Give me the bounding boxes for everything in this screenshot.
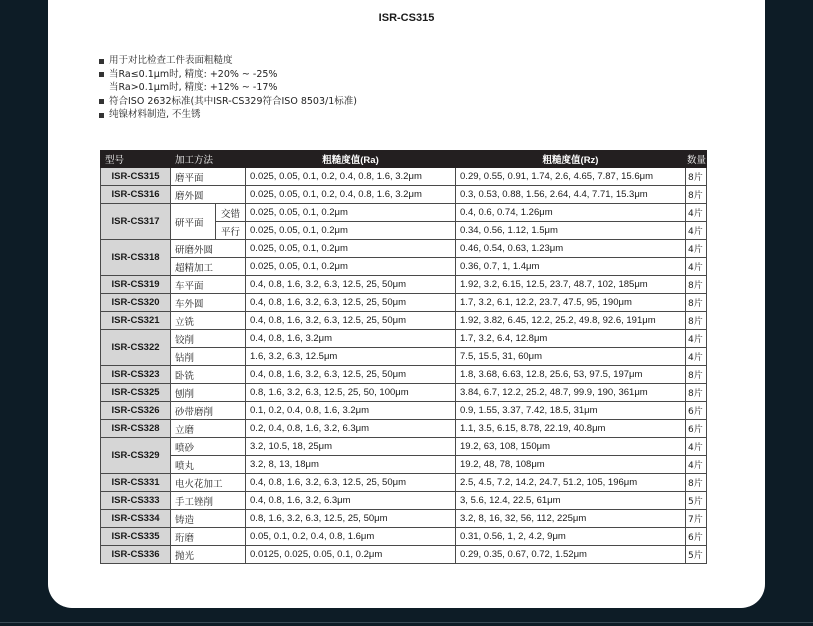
qty-cell: 8片 [686, 312, 707, 330]
ra-cell: 0.05, 0.1, 0.2, 0.4, 0.8, 1.6μm [246, 528, 456, 546]
method-cell: 钻削 [171, 348, 246, 366]
method-cell: 刨削 [171, 384, 246, 402]
feature-text: 当Ra≤0.1μm时, 精度: +20% ~ -25% [109, 68, 278, 80]
rz-cell: 0.29, 0.35, 0.67, 0.72, 1.52μm [456, 546, 686, 564]
qty-cell: 4片 [686, 222, 707, 240]
rz-cell: 0.29, 0.55, 0.91, 1.74, 2.6, 4.65, 7.87, 15.6μm [456, 168, 686, 186]
table-row [101, 312, 707, 330]
qty-cell: 6片 [686, 528, 707, 546]
qty-cell: 6片 [686, 402, 707, 420]
ra-cell: 0.4, 0.8, 1.6, 3.2, 6.3, 12.5, 25, 50μm [246, 294, 456, 312]
ra-cell: 0.4, 0.8, 1.6, 3.2μm [246, 330, 456, 348]
model-cell: ISR-CS328 [101, 420, 171, 438]
rz-cell: 0.34, 0.56, 1.12, 1.5μm [456, 222, 686, 240]
rz-cell: 0.9, 1.55, 3.37, 7.42, 18.5, 31μm [456, 402, 686, 420]
method-cell: 车外圆 [171, 294, 246, 312]
rz-cell: 3.2, 8, 16, 32, 56, 112, 225μm [456, 510, 686, 528]
model-cell: ISR-CS334 [101, 510, 171, 528]
model-cell: ISR-CS315 [101, 168, 171, 186]
method-cell: 磨外圆 [171, 186, 246, 204]
table-row [101, 204, 707, 222]
table-row [101, 240, 707, 258]
ra-cell: 0.4, 0.8, 1.6, 3.2, 6.3, 12.5, 25, 50μm [246, 276, 456, 294]
feature-list [99, 54, 357, 122]
method-cell: 车平面 [171, 276, 246, 294]
ra-cell: 0.025, 0.05, 0.1, 0.2μm [246, 222, 456, 240]
model-cell: ISR-CS316 [101, 186, 171, 204]
header-ra: 粗糙度值(Ra) [246, 151, 456, 168]
qty-cell: 6片 [686, 420, 707, 438]
product-card [48, 0, 765, 608]
model-cell: ISR-CS317 [101, 204, 171, 240]
model-cell: ISR-CS318 [101, 240, 171, 276]
rz-cell: 2.5, 4.5, 7.2, 14.2, 24.7, 51.2, 105, 196μm [456, 474, 686, 492]
method-cell: 砂带磨削 [171, 402, 246, 420]
model-cell: ISR-CS321 [101, 312, 171, 330]
rz-cell: 1.1, 3.5, 6.15, 8.78, 22.19, 40.8μm [456, 420, 686, 438]
method-cell: 铸造 [171, 510, 246, 528]
model-cell: ISR-CS319 [101, 276, 171, 294]
table-row [101, 474, 707, 492]
model-cell: ISR-CS329 [101, 438, 171, 474]
table-row [101, 186, 707, 204]
method-cell: 抛光 [171, 546, 246, 564]
rz-cell: 3, 5.6, 12.4, 22.5, 61μm [456, 492, 686, 510]
rz-cell: 1.92, 3.82, 6.45, 12.2, 25.2, 49.8, 92.6, 191μm [456, 312, 686, 330]
method-cell: 超精加工 [171, 258, 246, 276]
model-cell: ISR-CS336 [101, 546, 171, 564]
table-body [101, 168, 707, 564]
method-cell: 珩磨 [171, 528, 246, 546]
bottom-divider [0, 622, 813, 623]
method-cell: 喷丸 [171, 456, 246, 474]
feature-text: 符合ISO 2632标准(其中ISR-CS329符合ISO 8503/1标准) [109, 95, 357, 107]
method-variant-cell: 交错 [216, 204, 246, 222]
qty-cell: 4片 [686, 330, 707, 348]
table-row [101, 330, 707, 348]
rz-cell: 1.7, 3.2, 6.1, 12.2, 23.7, 47.5, 95, 190μm [456, 294, 686, 312]
method-cell: 手工锉削 [171, 492, 246, 510]
ra-cell: 0.2, 0.4, 0.8, 1.6, 3.2, 6.3μm [246, 420, 456, 438]
qty-cell: 4片 [686, 204, 707, 222]
model-cell: ISR-CS325 [101, 384, 171, 402]
qty-cell: 8片 [686, 186, 707, 204]
rz-cell: 1.8, 3.68, 6.63, 12.8, 25.6, 53, 97.5, 197μm [456, 366, 686, 384]
rz-cell: 1.92, 3.2, 6.15, 12.5, 23.7, 48.7, 102, 185μm [456, 276, 686, 294]
header-qty: 数量 [686, 151, 707, 168]
model-cell: ISR-CS333 [101, 492, 171, 510]
qty-cell: 4片 [686, 438, 707, 456]
qty-cell: 5片 [686, 546, 707, 564]
qty-cell: 8片 [686, 294, 707, 312]
table-row [101, 258, 707, 276]
ra-cell: 0.025, 0.05, 0.1, 0.2μm [246, 258, 456, 276]
qty-cell: 8片 [686, 384, 707, 402]
table-row [101, 438, 707, 456]
method-cell: 喷砂 [171, 438, 246, 456]
ra-cell: 1.6, 3.2, 6.3, 12.5μm [246, 348, 456, 366]
feature-item [99, 81, 357, 95]
ra-cell: 0.025, 0.05, 0.1, 0.2, 0.4, 0.8, 1.6, 3.2μm [246, 168, 456, 186]
qty-cell: 4片 [686, 258, 707, 276]
table-row [101, 456, 707, 474]
ra-cell: 0.4, 0.8, 1.6, 3.2, 6.3, 12.5, 25, 50μm [246, 474, 456, 492]
feature-text: 用于对比检查工件表面粗糙度 [109, 55, 233, 66]
table-row [101, 168, 707, 186]
spec-table [100, 150, 707, 564]
table-row [101, 402, 707, 420]
table-row [101, 546, 707, 564]
page-title: ISR-CS315 [378, 12, 435, 24]
qty-cell: 4片 [686, 240, 707, 258]
rz-cell: 0.4, 0.6, 0.74, 1.26μm [456, 204, 686, 222]
header-model: 型号 [101, 151, 171, 168]
feature-text: 当Ra>0.1μm时, 精度: +12% ~ -17% [109, 82, 278, 94]
ra-cell: 0.1, 0.2, 0.4, 0.8, 1.6, 3.2μm [246, 402, 456, 420]
qty-cell: 8片 [686, 366, 707, 384]
table-row [101, 294, 707, 312]
feature-item [99, 54, 357, 68]
table-row [101, 510, 707, 528]
table-row [101, 348, 707, 366]
feature-text: 纯镍材料制造, 不生锈 [109, 109, 201, 121]
header-rz: 粗糙度值(Rz) [456, 151, 686, 168]
ra-cell: 0.025, 0.05, 0.1, 0.2, 0.4, 0.8, 1.6, 3.2μm [246, 186, 456, 204]
method-cell: 磨平面 [171, 168, 246, 186]
model-cell: ISR-CS326 [101, 402, 171, 420]
model-cell: ISR-CS323 [101, 366, 171, 384]
table-header-row [101, 151, 707, 168]
table-row [101, 492, 707, 510]
ra-cell: 0.8, 1.6, 3.2, 6.3, 12.5, 25, 50μm [246, 510, 456, 528]
method-cell: 研磨外圆 [171, 240, 246, 258]
table-row [101, 528, 707, 546]
qty-cell: 5片 [686, 492, 707, 510]
ra-cell: 0.8, 1.6, 3.2, 6.3, 12.5, 25, 50, 100μm [246, 384, 456, 402]
qty-cell: 8片 [686, 474, 707, 492]
method-cell: 立铣 [171, 312, 246, 330]
feature-item [99, 108, 357, 122]
ra-cell: 0.4, 0.8, 1.6, 3.2, 6.3, 12.5, 25, 50μm [246, 366, 456, 384]
qty-cell: 8片 [686, 168, 707, 186]
table-row [101, 384, 707, 402]
model-cell: ISR-CS320 [101, 294, 171, 312]
ra-cell: 3.2, 8, 13, 18μm [246, 456, 456, 474]
ra-cell: 0.025, 0.05, 0.1, 0.2μm [246, 204, 456, 222]
rz-cell: 0.31, 0.56, 1, 2, 4.2, 9μm [456, 528, 686, 546]
table-row [101, 420, 707, 438]
model-cell: ISR-CS322 [101, 330, 171, 366]
qty-cell: 7片 [686, 510, 707, 528]
ra-cell: 0.4, 0.8, 1.6, 3.2, 6.3, 12.5, 25, 50μm [246, 312, 456, 330]
rz-cell: 0.46, 0.54, 0.63, 1.23μm [456, 240, 686, 258]
rz-cell: 1.7, 3.2, 6.4, 12.8μm [456, 330, 686, 348]
model-cell: ISR-CS335 [101, 528, 171, 546]
qty-cell: 4片 [686, 456, 707, 474]
qty-cell: 8片 [686, 276, 707, 294]
ra-cell: 3.2, 10.5, 18, 25μm [246, 438, 456, 456]
table-row [101, 366, 707, 384]
feature-item [99, 68, 357, 82]
ra-cell: 0.025, 0.05, 0.1, 0.2μm [246, 240, 456, 258]
rz-cell: 3.84, 6.7, 12.2, 25.2, 48.7, 99.9, 190, 361μm [456, 384, 686, 402]
rz-cell: 0.36, 0.7, 1, 1.4μm [456, 258, 686, 276]
ra-cell: 0.0125, 0.025, 0.05, 0.1, 0.2μm [246, 546, 456, 564]
rz-cell: 19.2, 63, 108, 150μm [456, 438, 686, 456]
table-row [101, 276, 707, 294]
rz-cell: 7.5, 15.5, 31, 60μm [456, 348, 686, 366]
method-variant-cell: 平行 [216, 222, 246, 240]
method-cell: 卧铣 [171, 366, 246, 384]
header-method: 加工方法 [171, 151, 246, 168]
method-cell: 铰削 [171, 330, 246, 348]
method-cell: 立磨 [171, 420, 246, 438]
model-cell: ISR-CS331 [101, 474, 171, 492]
feature-item [99, 95, 357, 109]
rz-cell: 19.2, 48, 78, 108μm [456, 456, 686, 474]
rz-cell: 0.3, 0.53, 0.88, 1.56, 2.64, 4.4, 7.71, 15.3μm [456, 186, 686, 204]
method-cell: 电火花加工 [171, 474, 246, 492]
qty-cell: 4片 [686, 348, 707, 366]
ra-cell: 0.4, 0.8, 1.6, 3.2, 6.3μm [246, 492, 456, 510]
method-cell: 研平面 [171, 204, 216, 240]
